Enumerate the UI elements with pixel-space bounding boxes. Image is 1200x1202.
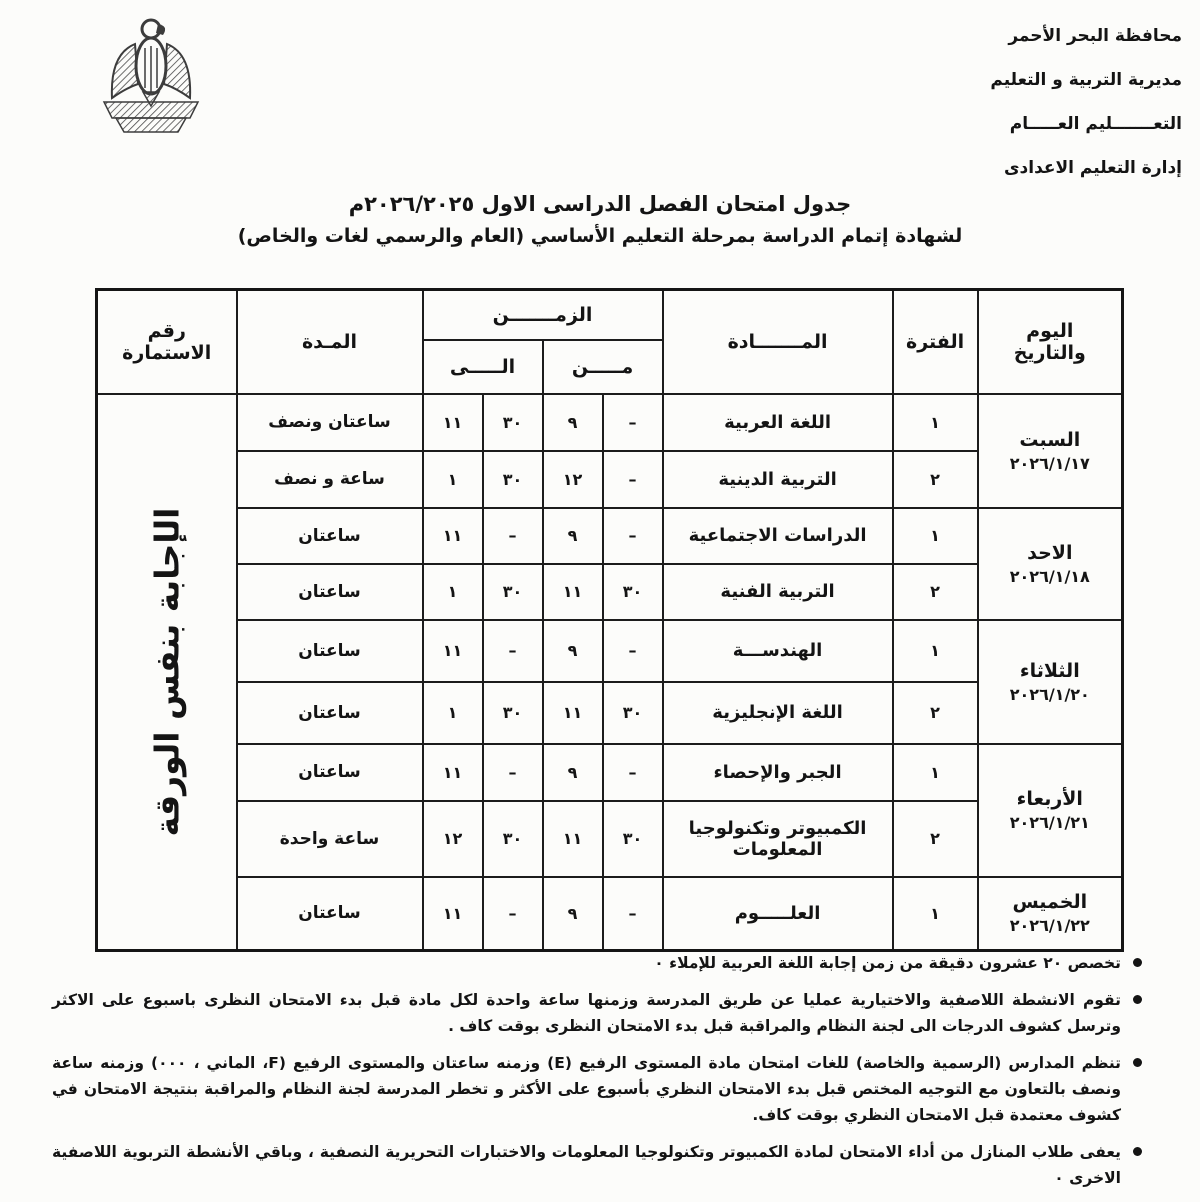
footnotes: [52, 950, 1142, 1202]
to-hour-cell: ١١: [423, 508, 483, 564]
subject-cell: اللغة العربية: [663, 394, 893, 451]
day-cell-thursday: [978, 877, 1123, 951]
header-time: الزمـــــــن: [423, 290, 663, 340]
subject-cell: العلـــــوم: [663, 877, 893, 951]
subject-cell: اللغة الإنجليزية: [663, 682, 893, 744]
from-hour-cell: ١٢: [543, 451, 603, 508]
footnote-item: [52, 987, 1142, 1039]
from-minutes-cell: –: [603, 877, 663, 951]
duration-cell: ساعتان: [237, 744, 423, 801]
to-minutes-cell: –: [483, 744, 543, 801]
exam-schedule-table: [95, 288, 1124, 952]
footnote-item: [52, 1050, 1142, 1128]
footnote-text: تقوم الانشطة اللاصفية والاختيارية عمليا عن طريق المدرسة وزمنها ساعة واحدة لكل مادة قبل بدء الامتحان النظرى باسبوع على الاكثر وترسل كشوف الدرجات الى لجنة النظام والمراقبة قبل بدء الامتحان النظرى بوقت كاف .: [52, 991, 1121, 1035]
to-minutes-cell: –: [483, 508, 543, 564]
day-name: الخميس: [1012, 891, 1088, 914]
duration-cell: ساعة و نصف: [237, 451, 423, 508]
from-hour-cell: ٩: [543, 744, 603, 801]
from-hour-cell: ٩: [543, 620, 603, 682]
to-minutes-cell: ٣٠: [483, 682, 543, 744]
header-time-from: مـــــن: [543, 340, 663, 394]
to-minutes-cell: ٣٠: [483, 394, 543, 451]
header-form-line1: رقم: [147, 319, 186, 342]
to-hour-cell: ١: [423, 564, 483, 620]
from-hour-cell: ٩: [543, 508, 603, 564]
day-name: السبت: [1019, 428, 1081, 451]
period-cell: ١: [893, 508, 978, 564]
day-cell-sunday: [978, 508, 1123, 620]
from-hour-cell: ٩: [543, 394, 603, 451]
period-cell: ١: [893, 877, 978, 951]
to-minutes-cell: –: [483, 620, 543, 682]
from-hour-cell: ١١: [543, 564, 603, 620]
header-period: الفترة: [893, 290, 978, 394]
period-cell: ٢: [893, 801, 978, 877]
header-day-line2: والتاريخ: [1013, 341, 1086, 364]
document-title: جدول امتحان الفصل الدراسى الاول ٢٠٢٦/٢٠٢٥م: [348, 192, 852, 216]
ministry-eagle-logo-icon: [90, 6, 212, 140]
footnote-text: يعفى طلاب المنازل من أداء الامتحان لمادة الكمبيوتر وتكنولوجيا المعلومات والاختبارات التحريرية النصفية ، وباقي الأنشطة التربوية اللاصفية الاخرى ٠: [52, 1143, 1121, 1187]
from-minutes-cell: ٣٠: [603, 682, 663, 744]
to-hour-cell: ١: [423, 682, 483, 744]
day-date: ٢٠٢٦/١/٢٢: [1009, 916, 1090, 936]
header-subject: المـــــــادة: [663, 290, 893, 394]
answer-note-cell: [97, 394, 237, 951]
period-cell: ٢: [893, 564, 978, 620]
document-subtitle: لشهادة إتمام الدراسة بمرحلة التعليم الأساسي (العام والرسمي لغات والخاص): [237, 225, 963, 247]
from-minutes-cell: ٣٠: [603, 801, 663, 877]
from-minutes-cell: –: [603, 451, 663, 508]
answer-note-vertical-text: الإجابة بنفس الورقة: [147, 507, 187, 837]
duration-cell: ساعتان: [237, 682, 423, 744]
from-minutes-cell: –: [603, 620, 663, 682]
to-hour-cell: ١١: [423, 877, 483, 951]
bullet-icon: [1133, 1147, 1142, 1156]
from-hour-cell: ١١: [543, 682, 603, 744]
day-date: ٢٠٢٦/١/١٧: [1009, 453, 1090, 473]
from-minutes-cell: ٣٠: [603, 564, 663, 620]
subject-cell: الدراسات الاجتماعية: [663, 508, 893, 564]
to-minutes-cell: ٣٠: [483, 801, 543, 877]
day-date: ٢٠٢٦/١/٢٠: [1009, 684, 1090, 704]
duration-cell: ساعتان: [237, 877, 423, 951]
letterhead-line-governorate: محافظة البحر الأحمر: [1008, 26, 1182, 46]
bullet-icon: [1133, 995, 1142, 1004]
duration-cell: ساعتان: [237, 620, 423, 682]
subject-cell: الهندســـة: [663, 620, 893, 682]
footnote-item: [52, 950, 1142, 976]
to-minutes-cell: ٣٠: [483, 564, 543, 620]
duration-cell: ساعتان: [237, 564, 423, 620]
letterhead: [990, 14, 1182, 190]
period-cell: ١: [893, 620, 978, 682]
from-minutes-cell: –: [603, 394, 663, 451]
header-day-line1: اليوم: [1026, 319, 1074, 342]
period-cell: ١: [893, 394, 978, 451]
day-name: الاحد: [1027, 541, 1073, 564]
from-minutes-cell: –: [603, 508, 663, 564]
day-name: الثلاثاء: [1019, 659, 1080, 682]
period-cell: ٢: [893, 682, 978, 744]
duration-cell: ساعة واحدة: [237, 801, 423, 877]
to-hour-cell: ١: [423, 451, 483, 508]
footnote-text: تنظم المدارس (الرسمية والخاصة) للغات امتحان مادة المستوى الرفيع (E) وزمنه ساعتان والمستوى الرفيع (F، الماني ، ٠٠٠) وزمنه ساعة ونصف بالتعاون مع التوجيه المختص قبل بدء الامتحان النظري بأسبوع على الأكثر و تخطر المدرسة لجنة النظام والمراقبة بنتيجة الامتحان في كشوف معتمدة قبل الامتحان النظري بوقت كاف.: [52, 1054, 1121, 1124]
to-hour-cell: ١١: [423, 744, 483, 801]
day-cell-tuesday: [978, 620, 1123, 744]
subject-cell: التربية الدينية: [663, 451, 893, 508]
day-date: ٢٠٢٦/١/١٨: [1009, 566, 1090, 586]
to-hour-cell: ١١: [423, 394, 483, 451]
to-hour-cell: ١١: [423, 620, 483, 682]
subject-cell: التربية الفنية: [663, 564, 893, 620]
bullet-icon: [1133, 958, 1142, 967]
day-cell-wednesday: [978, 744, 1123, 877]
letterhead-line-preparatory-admin: إدارة التعليم الاعدادى: [1003, 158, 1182, 178]
to-hour-cell: ١٢: [423, 801, 483, 877]
letterhead-line-directorate: مديرية التربية و التعليم: [990, 70, 1182, 90]
footnote-item: [52, 1139, 1142, 1191]
document-title-block: [0, 192, 1200, 247]
header-day-date: [978, 290, 1123, 394]
header-form-line2: الاستمارة: [122, 341, 212, 364]
duration-cell: ساعتان: [237, 508, 423, 564]
period-cell: ١: [893, 744, 978, 801]
duration-cell: ساعتان ونصف: [237, 394, 423, 451]
subject-cell: الكمبيوتر وتكنولوجيا المعلومات: [663, 801, 893, 877]
period-cell: ٢: [893, 451, 978, 508]
from-hour-cell: ١١: [543, 801, 603, 877]
footnote-text: تخصص ٢٠ عشرون دقيقة من زمن إجابة اللغة العربية للإملاء ٠: [654, 954, 1121, 972]
bullet-icon: [1133, 1058, 1142, 1067]
header-duration: المـدة: [237, 290, 423, 394]
day-name: الأربعاء: [1016, 788, 1083, 810]
subject-cell: الجبر والإحصاء: [663, 744, 893, 801]
from-minutes-cell: –: [603, 744, 663, 801]
header-time-to: الـــــى: [423, 340, 543, 394]
day-date: ٢٠٢٦/١/٢١: [1009, 813, 1090, 832]
to-minutes-cell: ٣٠: [483, 451, 543, 508]
from-hour-cell: ٩: [543, 877, 603, 951]
letterhead-line-general-education: التعـــــــليم العـــــام: [1009, 114, 1182, 134]
header-form-number: [97, 290, 237, 394]
day-cell-saturday: [978, 394, 1123, 508]
to-minutes-cell: –: [483, 877, 543, 951]
